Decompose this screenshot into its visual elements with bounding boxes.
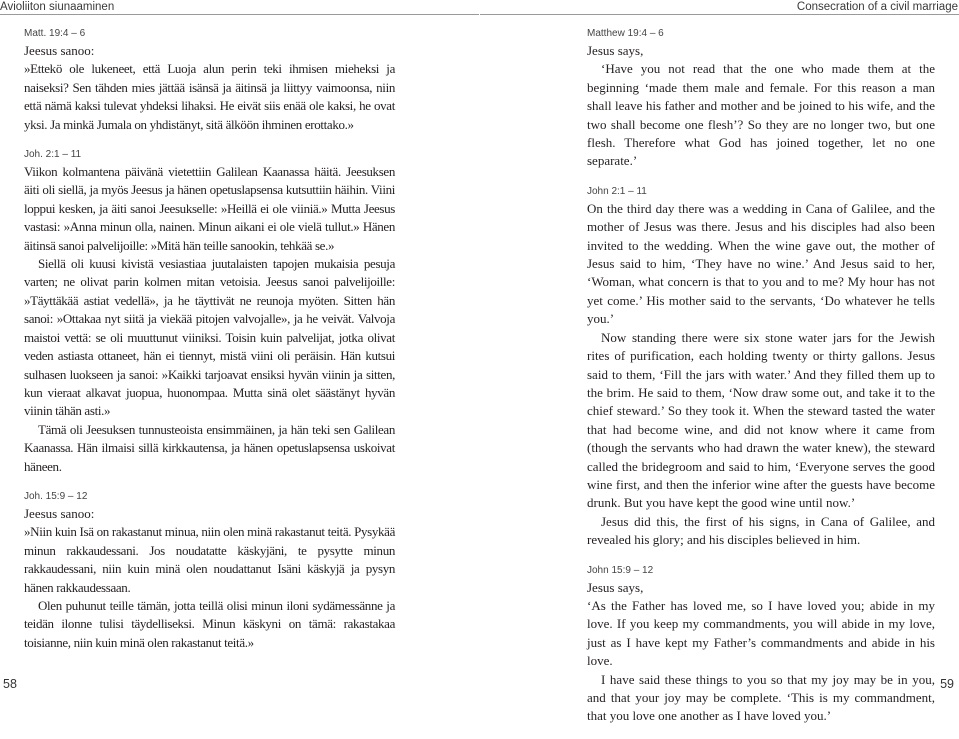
paragraph: On the third day there was a wedding in Cana of Galilee, and the mother of Jesus was there. Jesus and his disciples had also been invited to the wedding. When the wine gave out, the mother of Jesus said to him, ‘They have no wine.’ And Jesus said to her, ‘Woman, what concern is that to you and to me? My hour has not yet come.’ His mother said to the servants, ‘Do whatever he tells you.’ — [587, 200, 935, 327]
speaker-line: Jeesus sanoo: — [24, 43, 95, 58]
paragraph: Tämä oli Jeesuksen tunnusteoista ensimmäinen, ja hän teki sen Galilean Kaanassa. Hän ilmaisi sillä kirkkautensa, ja hänen opetuslapsensa uskoivat häneen. — [24, 421, 395, 474]
reading-section — [587, 184, 935, 550]
reading-section — [24, 489, 395, 652]
text-column — [587, 26, 935, 739]
paragraph: Now standing there were six stone water jars for the Jewish rites of purification, each holding twenty or thirty gallons. Jesus said to them, ‘Fill the jars with water.’ And they filled them up to the brim. He said to them, ‘Now draw some out, and take it to the chief steward.’ So they took it. When the steward tasted the water that had become wine, and did not know where it came from (though the servants who had drawn the water knew), the steward called the bridegroom and said to him, ‘Everyone serves the good wine first, and then the inferior wine after the guests have become drunk. But you have kept the good wine until now.’ — [587, 329, 935, 511]
left-page — [0, 0, 479, 694]
paragraph: »Niin kuin Isä on rakastanut minua, niin olen minä rakastanut teitä. Pysykää minun rakkaudessani. Jos noudatatte käskyjäni, te pysytte minun rakkaudessani, niin kuin minä olen noudattanut Isäni käskyjä ja pysyn hänen rakkaudessaan. — [24, 524, 395, 595]
reading-section — [24, 26, 395, 134]
scripture-reference: Matthew 19:4 – 6 — [587, 28, 664, 39]
paragraph: ‘Have you not read that the one who made them at the beginning ‘made them male and female. For this reason a man shall leave his father and mother and be joined to his wife, and the two shall become one flesh’? So they are no longer two, but one flesh. Therefore what God has joined together, let no one separate.’ — [587, 61, 935, 169]
header-rule — [0, 14, 479, 15]
paragraph: Olen puhunut teille tämän, jotta teillä olisi minun iloni sydämessänne ja teidän ilonne tulisi täydelliseksi. Minun käskyni on tämä: rakastakaa toisianne, niin kuin minä olen rakastanut teitä.» — [24, 597, 395, 650]
reading-section — [587, 26, 935, 171]
running-header: Consecration of a civil marriage — [796, 1, 958, 13]
header-rule — [480, 14, 959, 15]
speaker-line: Jeesus sanoo: — [24, 505, 95, 521]
scripture-reference: John 15:9 – 12 — [587, 564, 654, 576]
paragraph: Siellä oli kuusi kivistä vesiastiaa juutalaisten tapojen mukaisia pesuja varten; ne olivat parin kolmen mitan vetoisia. Jeesus sanoi palvelijoille: »Täyttäkää astiat vedellä», ja he täyttivät ne reunoja myöten. Sitten hän sanoi: »Ottakaa nyt siitä ja viekää pitojen valvojalle», ja he veivät. Valvoja maistoi vettä: se oli muuttunut viiniksi. Toisin kuin palvelijat, jotka olivat veden astiasta ottaneet, hän ei tiennyt, mistä viini oli peräisin. Hän kutsui sulhasen luokseen ja sanoi: »Kaikki tarjoavat ensiksi hyvän viinin ja sitten, kun vieraat alkavat juopua, huonompaa. Mutta sinä olet säästänyt hyvän viinin tähän asti.» — [24, 256, 395, 419]
scripture-reference: Joh. 2:1 – 11 — [24, 149, 82, 161]
speaker-line: Jesus says, — [587, 43, 644, 58]
reading-section — [24, 147, 395, 476]
reading-section — [587, 563, 935, 726]
paragraph: Viikon kolmantena päivänä vietettiin Galilean Kaanassa häitä. Jeesuksen äiti oli siellä, ja myös Jeesus ja hänen opetuslapsensa kutsuttiin häihin. Viini loppui kesken, ja äiti sanoi Jeesukselle: »Heillä ei ole viiniä.» Mutta Jeesus vastasi: »Anna minun olla, nainen. Minun aikani ei ole vielä tullut.» Hänen äitinsä sanoi palvelijoille: »Mitä hän teille sanookin, tehkää se.» — [24, 164, 395, 253]
scripture-reference: John 2:1 – 11 — [587, 185, 647, 197]
paragraph: Jesus did this, the first of his signs, in Cana of Galilee, and revealed his glory; and his disciples believed in him. — [587, 513, 935, 548]
page-number: 59 — [940, 677, 954, 691]
paragraph: I have said these things to you so that my joy may be in you, and that your joy may be complete. ‘This is my commandment, that you love one another as I have loved you.’ — [587, 671, 935, 724]
text-column — [24, 26, 395, 665]
scripture-reference: Matt. 19:4 – 6 — [24, 28, 86, 39]
paragraph: »Ettekö ole lukeneet, että Luoja alun perin teki ihmisen mieheksi ja naiseksi? Sen tähden mies jättää isänsä ja äitinsä ja liittyy vaimoonsa, niin että nämä kaksi tulevat yhdeksi lihaksi. He eivät siis enää ole kaksi, he ovat yksi. Ja minkä Jumala on yhdistänyt, sitä älköön ihminen erottako.» — [24, 61, 395, 132]
scripture-reference: Joh. 15:9 – 12 — [24, 490, 88, 502]
page-number: 58 — [3, 677, 17, 691]
paragraph: ‘As the Father has loved me, so I have loved you; abide in my love. If you keep my commandments, you will abide in my love, just as I have kept my Father’s commandments and abide in his love. — [587, 597, 935, 669]
running-header: Avioliiton siunaaminen — [0, 1, 115, 13]
right-page — [480, 0, 959, 724]
speaker-line: Jesus says, — [587, 579, 644, 595]
